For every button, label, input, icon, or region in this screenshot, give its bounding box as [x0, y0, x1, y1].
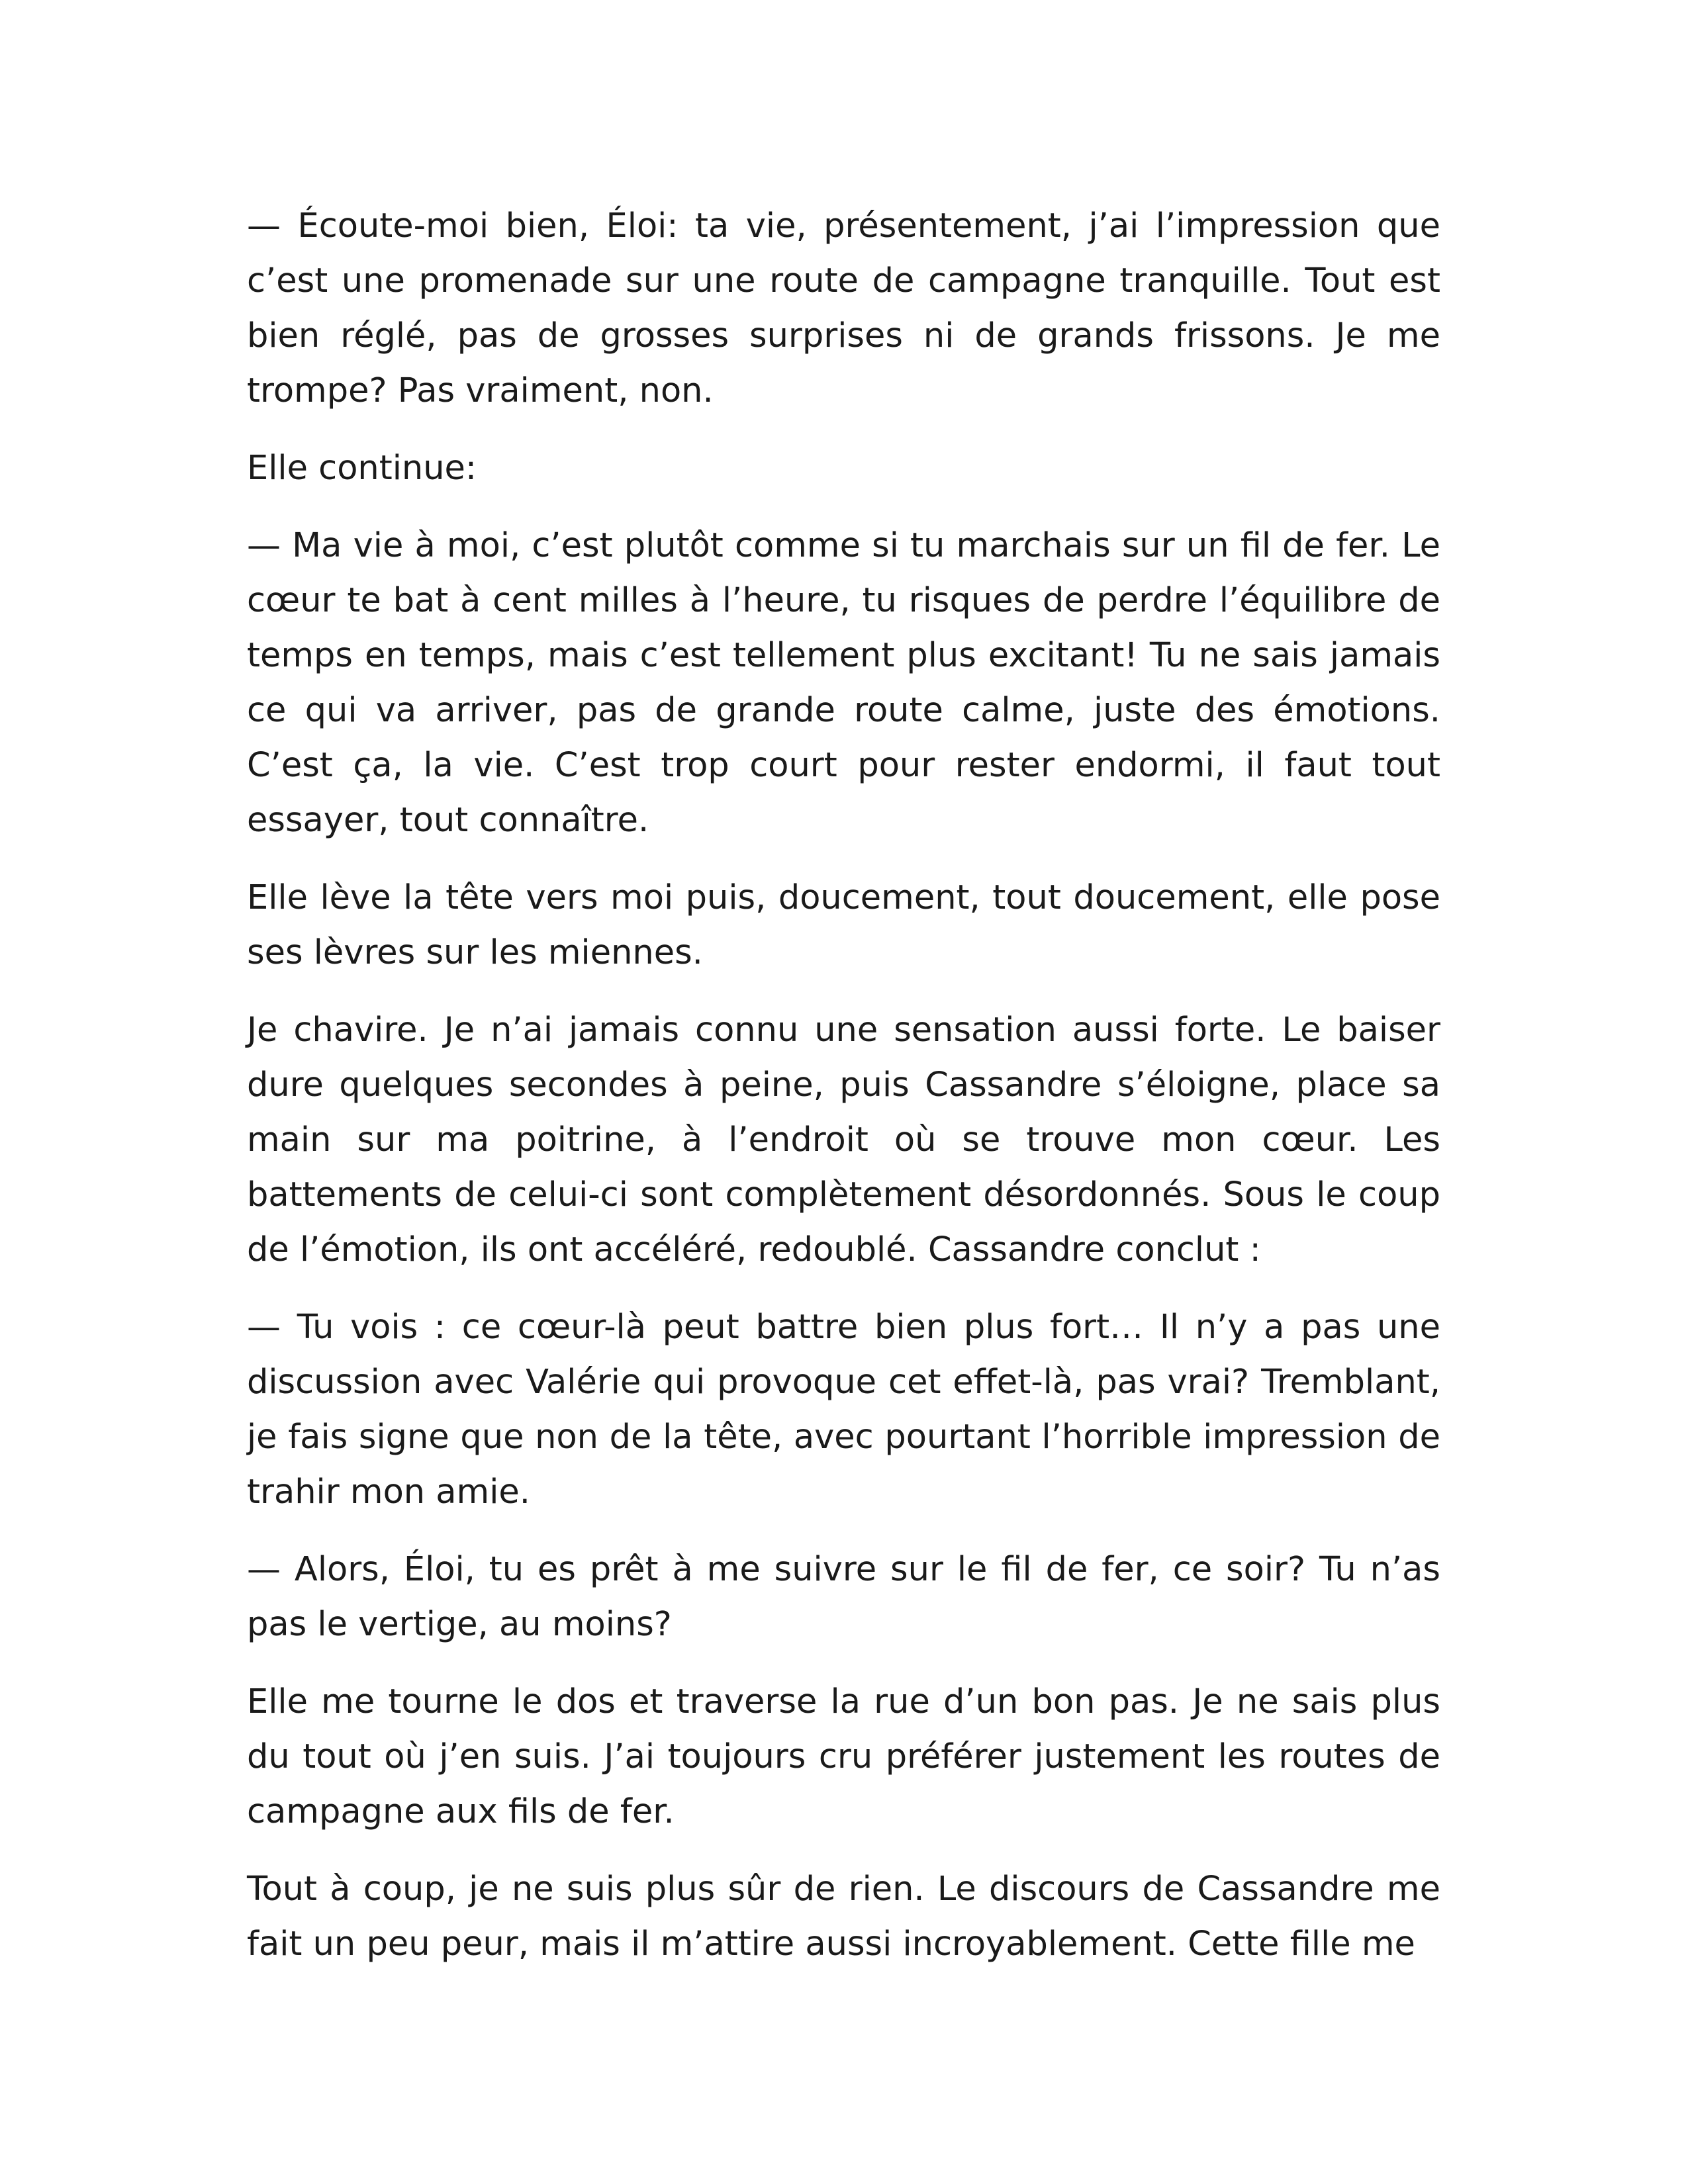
- paragraph-7: — Alors, Éloi, tu es prêt à me suivre sur le fil de fer, ce soir? Tu n’as pas le vertige, au moins?: [247, 1550, 1440, 1644]
- paragraph-6: — Tu vois : ce cœur-là peut battre bien plus fort… Il n’y a pas une discussion avec Valérie qui provoque cet effet-là, pas vrai? Tremblant, je fais signe que non de la tête, avec pourtant l’horrible impression de trahir mon amie.: [247, 1308, 1440, 1512]
- body-text: [247, 199, 1440, 1972]
- paragraph-1: — Écoute-moi bien, Éloi: ta vie, présentement, j’ai l’impression que c’est une promenade sur une route de campagne tranquille. Tout est bien réglé, pas de grosses surprises ni de grands frissons. Je me trompe? Pas vraiment, non.: [247, 206, 1440, 410]
- paragraph-8: Elle me tourne le dos et traverse la rue d’un bon pas. Je ne sais plus du tout où j’en suis. J’ai toujours cru préférer justement les routes de campagne aux fils de fer.: [247, 1682, 1440, 1831]
- paragraph-5: Je chavire. Je n’ai jamais connu une sensation aussi forte. Le baiser dure quelques secondes à peine, puis Cassandre s’éloigne, place sa main sur ma poitrine, à l’endroit où se trouve mon cœur. Les battements de celui-ci sont complètement désordonnés. Sous le coup de l’émotion, ils ont accéléré, redoublé. Cassandre conclut :: [247, 1011, 1440, 1269]
- paragraph-2: Elle continue:: [247, 449, 477, 488]
- paragraph-4: Elle lève la tête vers moi puis, doucement, tout doucement, elle pose ses lèvres sur les miennes.: [247, 878, 1440, 972]
- paragraph-9: Tout à coup, je ne suis plus sûr de rien. Le discours de Cassandre me fait un peu peur, mais il m’attire aussi incroyablement. Cette fille me: [247, 1870, 1440, 1964]
- paragraph-3: — Ma vie à moi, c’est plutôt comme si tu marchais sur un fil de fer. Le cœur te bat à cent milles à l’heure, tu risques de perdre l’équilibre de temps en temps, mais c’est tellement plus excitant! Tu ne sais jamais ce qui va arriver, pas de grande route calme, juste des émotions. C’est ça, la vie. C’est trop court pour rester endormi, il faut tout essayer, tout connaître.: [247, 526, 1440, 840]
